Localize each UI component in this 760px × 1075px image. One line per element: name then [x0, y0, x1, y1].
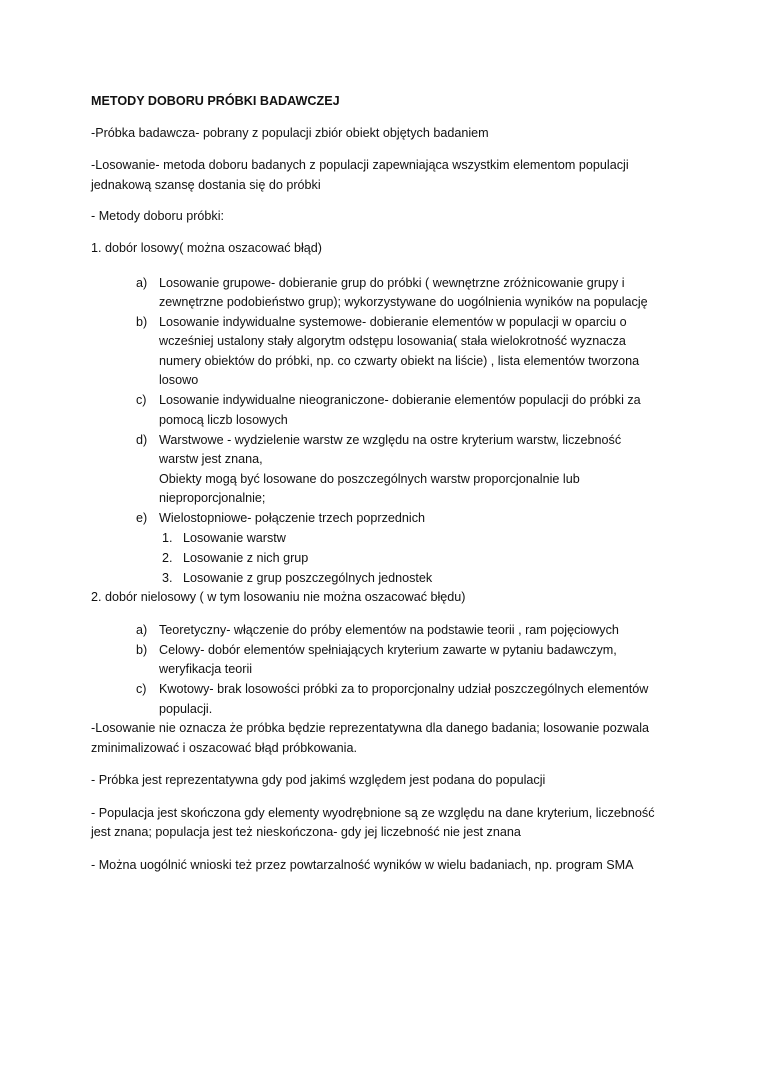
list-marker: d) [136, 433, 148, 447]
list-item-line: Obiekty mogą być losowane do poszczególnych warstw proporcjonalnie lub [159, 472, 580, 486]
list-item-line: Wielostopniowe- połączenie trzech poprzednich [159, 511, 426, 525]
paragraph-line: jest znana; populacja jest też nieskończona- gdy jej liczebność nie jest znana [91, 825, 521, 839]
paragraph-line: - Populacja jest skończona gdy elementy wyodrębnione są ze względu na dane kryterium, liczebność [91, 806, 655, 820]
paragraph-line: zminimalizować i oszacować błąd próbkowania. [91, 741, 357, 755]
list-item-line: Teoretyczny- włączenie do próby elementów na podstawie teorii , ram pojęciowych [159, 623, 619, 637]
paragraph-line: - Metody doboru próbki: [91, 209, 225, 223]
sublist-item: Losowanie z grup poszczególnych jednostek [183, 571, 433, 585]
list-marker: b) [136, 315, 148, 329]
list-item-line: Losowanie grupowe- dobieranie grup do próbki ( wewnętrzne zróżnicowanie grupy i [159, 276, 625, 290]
list-marker: a) [136, 623, 148, 637]
list-marker: a) [136, 276, 148, 290]
list-item-line: weryfikacja teorii [159, 662, 253, 676]
list-item-line: pomocą liczb losowych [159, 413, 288, 427]
list-item-line: zewnętrzne podobieństwo grup); wykorzystywane do uogólnienia wyników na populację [159, 295, 648, 309]
list-item-line: numery obiektów do próbki, np. co czwarty obiekt na liście) , lista elementów tworzona [159, 354, 640, 368]
list-item-line: populacji. [159, 702, 213, 716]
list-marker: c) [136, 393, 147, 407]
list-marker: e) [136, 511, 148, 525]
list-marker: c) [136, 682, 147, 696]
sublist-marker: 3. [162, 571, 173, 585]
section-heading: 1. dobór losowy( można oszacować błąd) [91, 241, 322, 255]
paragraph-line: - Próbka jest reprezentatywna gdy pod jakimś względem jest podana do populacji [91, 773, 546, 787]
list-item-line: warstw jest znana, [159, 452, 263, 466]
sublist-marker: 2. [162, 551, 173, 565]
paragraph-line: -Losowanie- metoda doboru badanych z populacji zapewniająca wszystkim elementom populacji [91, 158, 629, 172]
sublist-item: Losowanie warstw [183, 531, 286, 545]
list-item-line: Losowanie indywidualne nieograniczone- dobieranie elementów populacji do próbki za [159, 393, 641, 407]
paragraph-line: jednakową szansę dostania się do próbki [91, 178, 321, 192]
list-item-line: losowo [159, 373, 199, 387]
sublist-item: Losowanie z nich grup [183, 551, 309, 565]
list-item-line: Losowanie indywidualne systemowe- dobieranie elementów w populacji w oparciu o [159, 315, 627, 329]
paragraph-line: -Losowanie nie oznacza że próbka będzie reprezentatywna dla danego badania; losowanie pozwala [91, 721, 649, 735]
list-marker: b) [136, 643, 148, 657]
list-item-line: Warstwowe - wydzielenie warstw ze względu na ostre kryterium warstw, liczebność [159, 433, 622, 447]
paragraph-line: -Próbka badawcza- pobrany z populacji zbiór obiekt objętych badaniem [91, 126, 489, 140]
list-item-line: nieproporcjonalnie; [159, 491, 266, 505]
list-item-line: Kwotowy- brak losowości próbki za to proporcjonalny udział poszczególnych elementów [159, 682, 649, 696]
list-item-line: Celowy- dobór elementów spełniających kryterium zawarte w pytaniu badawczym, [159, 643, 617, 657]
document-title: METODY DOBORU PRÓBKI BADAWCZEJ [91, 94, 340, 108]
paragraph-line: - Można uogólnić wnioski też przez powtarzalność wyników w wielu badaniach, np. program SMA [91, 858, 634, 872]
list-item-line: wcześniej ustalony stały algorytm odstępu losowania( stała wielokrotność wyznacza [159, 334, 626, 348]
sublist-marker: 1. [162, 531, 173, 545]
section-heading: 2. dobór nielosowy ( w tym losowaniu nie można oszacować błędu) [91, 590, 466, 604]
